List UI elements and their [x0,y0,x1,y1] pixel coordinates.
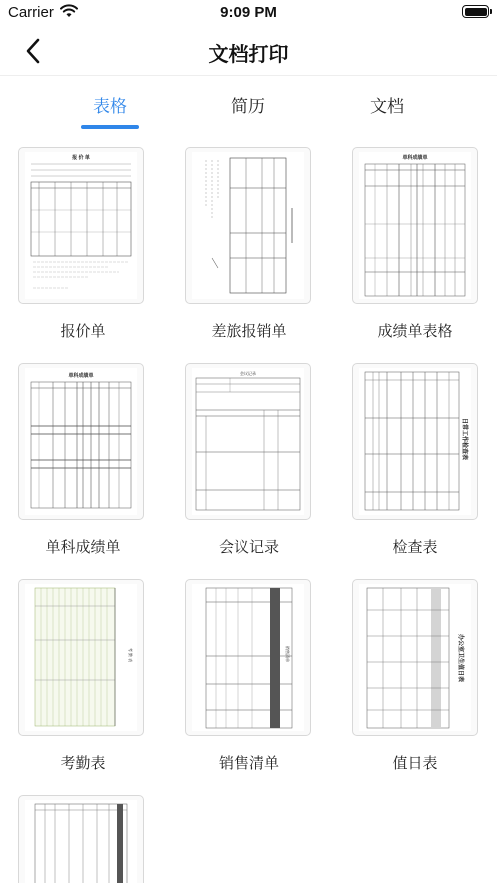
svg-text:单科成绩单: 单科成绩单 [402,155,428,161]
template-thumbnail [353,148,477,303]
template-label: 报价单 [60,323,106,340]
template-card-sales-list[interactable] [185,579,311,736]
template-card-transcript[interactable] [352,147,478,304]
status-time: 9:09 PM [220,4,277,21]
template-label: 会议记录 [218,539,279,556]
template-thumbnail [19,364,143,519]
carrier-label: Carrier [8,4,54,21]
template-thumbnail [19,796,143,883]
template-label: 差旅报销单 [211,323,287,340]
template-card-duty-roster[interactable] [352,579,478,736]
template-label: 单科成绩单 [45,539,121,556]
template-thumbnail [186,580,310,735]
template-card-quotation[interactable] [18,147,144,304]
template-card-meeting-minutes[interactable] [185,363,311,520]
template-label: 考勤表 [60,755,106,772]
template-label: 销售清单 [218,755,279,772]
template-thumbnail [19,148,143,303]
status-bar [0,0,497,26]
template-thumbnail [19,580,143,735]
svg-text:报 价 单: 报 价 单 [72,155,90,161]
tab-resumes[interactable]: 简历 [231,97,265,116]
svg-text:销售清单: 销售清单 [285,646,290,662]
page-title: 文档打印 [208,44,289,66]
template-card-attendance[interactable] [18,579,144,736]
template-thumbnail [186,364,310,519]
template-thumbnail [353,580,477,735]
template-card-inspection[interactable] [352,363,478,520]
svg-text:会议记录: 会议记录 [240,371,256,376]
template-card-travel-expense[interactable] [185,147,311,304]
active-tab-indicator [81,125,139,129]
svg-text:日常工作检查表: 日常工作检查表 [461,417,467,461]
template-thumbnail [353,364,477,519]
template-thumbnail [186,148,310,303]
svg-text:单科成绩单: 单科成绩单 [68,373,94,379]
svg-text:考 勤 表: 考 勤 表 [128,647,133,663]
category-tabs [0,86,497,132]
tab-documents[interactable]: 文档 [370,97,404,116]
template-label: 检查表 [392,539,438,556]
template-card-partial[interactable] [18,795,144,883]
template-label: 成绩单表格 [377,323,453,340]
tab-tables[interactable]: 表格 [93,97,127,116]
svg-text:办公室卫生值日表: 办公室卫生值日表 [457,633,463,683]
template-card-subject-transcript[interactable] [18,363,144,520]
template-label: 值日表 [392,755,438,772]
battery-icon [462,5,489,18]
navigation-bar [0,26,497,76]
